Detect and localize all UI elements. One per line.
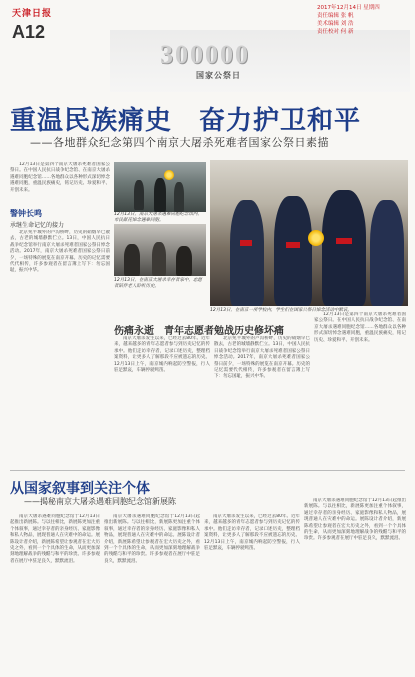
section2-body-col3 xyxy=(314,312,406,456)
section3-text: 南京大屠杀遇难同胞纪念馆于12月13日起推出新展陈。与以往相比，新展陈更加注重个体叙事，通过幸存者的亲身经历、家庭影像和私人物品，展现普通人在灾难中的命运。展陈设计者介绍，新展陈希望让参观者在宏大历史之外，看到一个个具体的生命，从而更加深刻地理解战争的残酷与和平的珍贵。许多参观者在展厅中驻足良久，默默流泪。 xyxy=(10,514,100,564)
section3-text-end: 南京大屠杀遇难同胞纪念馆于12月13日起推出新展陈。与以往相比，新展陈更加注重个体叙事，通过幸存者的亲身经历、家庭影像和私人物品，展现普通人在灾难中的命运。展陈设计者介绍，新展陈希望让参观者在宏大历史之外，看到一个个具体的生命，从而更加深刻地理解战争的残酷与和平的珍贵。许多参观者在展厅中驻足良久，默默流泪。 xyxy=(304,498,406,542)
newspaper-logo: 天津日报 xyxy=(12,9,53,19)
section2-title: 伤痛永逝 青年志愿者勉战历史修坏痛 xyxy=(114,326,284,337)
section3-body-col1 xyxy=(10,514,100,674)
section2-text-repeat: 南京大屠杀发生以来，已经过去80年。近年来，越来越多的青年志愿者参与到历史记忆的传承中。他们走访幸存者，记录口述历史，整理档案资料，让更多人了解那段不应被遗忘的历史。12月13日上午，南京城内响起防空警报，行人驻足默哀，车辆停驶鸣笛。 xyxy=(204,514,300,552)
banner-number: 300000 xyxy=(160,40,250,69)
lead-text: 12月13日是第四个南京大屠杀死难者国家公祭日。在中国人民抗日战争纪念馆、在南京大屠杀遇难同胞纪念馆……各地群众以各种形式深切悼念遇难同胞，重温民族痛史，铭记历史、珍爱和平、开创未来。 xyxy=(10,162,110,193)
page-headline: 重温民族痛史 奋力护卫和平 xyxy=(10,106,362,136)
photo1-caption: 12月13日，南京大屠杀遇难同胞纪念馆内，市民献花悼念遇难同胞。 xyxy=(114,212,202,223)
designer-credit: 美术编辑 刘 浩 xyxy=(317,21,354,27)
photo3-caption: 12月13日，在南京一所学校内，学生们在国家公祭日悼念活动中默哀。 xyxy=(210,308,352,313)
section2-text: 南京大屠杀发生以来，已经过去80年。近年来，越来越多的青年志愿者参与到历史记忆的传承中。他们走访幸存者，记录口述历史，整理档案资料，让更多人了解那段不应被遗忘的历史。12月13日上午，南京城内响起防空警报，行人驻足默哀，车辆停驶鸣笛。 xyxy=(114,336,210,374)
section-divider xyxy=(10,470,405,471)
section1-title: 警钟长鸣 xyxy=(10,209,42,218)
date-info xyxy=(317,4,407,36)
section2-body-col1 xyxy=(114,336,210,456)
section1-body xyxy=(10,230,110,470)
section3-body-col3 xyxy=(204,514,300,674)
lead-text-continued: 12月13日是第四个南京大屠杀死难者国家公祭日。在中国人民抗日战争纪念馆、在南京大屠杀遇难同胞纪念馆……各地群众以各种形式深切悼念遇难同胞，重温民族痛史，铭记历史、珍爱和平、开创未来。 xyxy=(314,312,406,343)
section3-subtitle: ——揭秘南京大屠杀遇难同胞纪念馆新展陈 xyxy=(24,497,176,506)
photo2-caption: 12月13日，在南京大屠杀幸存者家中，志愿者陪伴老人聆听历史。 xyxy=(114,278,202,289)
section3-body-col4 xyxy=(304,498,406,674)
page-number: A12 xyxy=(12,22,46,42)
section2-body-col2 xyxy=(214,336,310,456)
section1-subtitle: 承继生命记忆的接力 xyxy=(10,222,65,229)
photo-students-mourning xyxy=(210,160,408,306)
section1-text: 北京宛平城外的卢沟桥畔，历史的硝烟早已散去，古老的城墙静默伫立。13日，中国人民抗日战争纪念馆举行南京大屠杀死难者国家公祭日悼念活动。2017年，南京大屠杀死难者国家公祭日前夕，一场特殊的展览在南京开幕。历史的记忆需要代代相传，许多参观者在留言簿上写下：勿忘国耻，振兴中华。 xyxy=(10,230,110,274)
section3-title: 从国家叙事到关注个体 xyxy=(10,481,150,497)
page-subheadline: ——各地群众纪念第四个南京大屠杀死难者国家公祭日素描 xyxy=(30,136,329,149)
issue-date: 2017年12月14日 星期四 xyxy=(317,5,380,11)
banner-label: 国家公祭日 xyxy=(196,71,241,80)
proof-credit: 责任校对 何 新 xyxy=(317,29,354,35)
masthead xyxy=(0,0,415,96)
section3-text-continued: 南京大屠杀遇难同胞纪念馆于12月13日起推出新展陈。与以往相比，新展陈更加注重个体叙事，通过幸存者的亲身经历、家庭影像和私人物品，展现普通人在灾难中的命运。展陈设计者介绍，新展陈希望让参观者在宏大历史之外，看到一个个具体的生命，从而更加深刻地理解战争的残酷与和平的珍贵。许多参观者在展厅中驻足良久，默默流泪。 xyxy=(104,514,200,564)
section3-body-col2 xyxy=(104,514,200,674)
photo-survivor-visit xyxy=(114,224,206,276)
photo-memorial-visitors xyxy=(114,162,206,212)
section1-text-continued: 北京宛平城外的卢沟桥畔，历史的硝烟早已散去，古老的城墙静默伫立。13日，中国人民抗日战争纪念馆举行南京大屠杀死难者国家公祭日悼念活动。2017年，南京大屠杀死难者国家公祭日前夕，一场特殊的展览在南京开幕。历史的记忆需要代代相传，许多参观者在留言簿上写下：勿忘国耻，振兴中华。 xyxy=(214,336,310,380)
editor-credit: 责任编辑 张 帆 xyxy=(317,13,354,19)
